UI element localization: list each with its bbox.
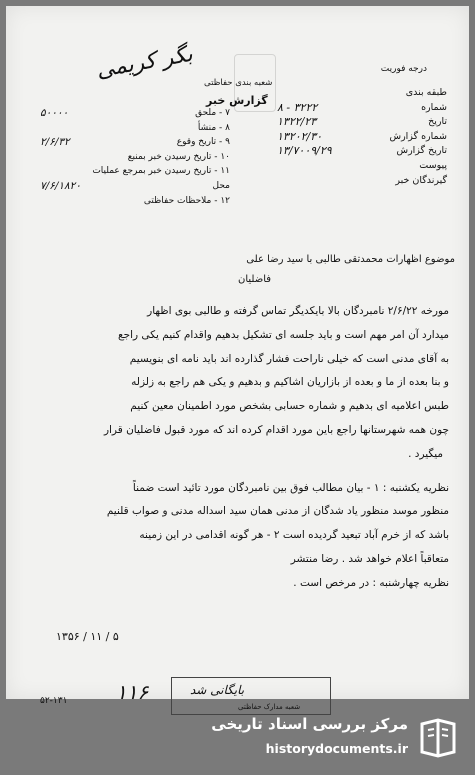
note-line: منظور موسد منظور یاد شدگان از مدنی همان سید اسداله مدنی و صواب قلنیم: [106, 505, 449, 518]
header-field: شماره ۳۲۲۲ - ۸: [277, 100, 447, 114]
body-line: میدارد آن امر مهم است و باید جلسه ای تشکیل بدهیم واقدام کنیم یکی راجع: [118, 328, 449, 341]
classification-label: درجه فوریت: [380, 64, 427, 74]
archive-stamp-subtext: شعبه مدارک حفاظتی: [238, 703, 301, 711]
document-recipient: فاضلیان: [238, 274, 272, 285]
header-field: طبقه بندی: [405, 87, 447, 98]
header-field: گیرندگان خبر: [395, 174, 447, 186]
brand-name: مرکز بررسی اسناد تاریخی: [211, 715, 408, 733]
header-field: تاریخ ۱۳۲۲/۲۳: [277, 115, 447, 129]
header-field: ۱۲ - ملاحظات حفاظتی: [143, 195, 230, 206]
brand-watermark: [176, 708, 466, 768]
body-line: طبس اعلامیه ای بدهیم و شماره حسابی بشخص مورد اطمینان معین کنیم: [130, 400, 449, 413]
footer-date: ۱۳۵۶ / ۱۱ / ۵: [56, 630, 119, 643]
body-line: به آقای مدنی است که خیلی ناراحت فشار گذارده اند باید نامه ای بنویسیم: [129, 352, 449, 365]
body-line: چون همه شهرستانها راجع باین مورد اقدام کرده اند که مورد قبول فاضلیان قرار: [103, 423, 449, 436]
header-right-fields: [277, 86, 447, 188]
header-field: ۸ - منشأ: [197, 122, 230, 133]
note-line: باشد که از خرم آباد تبعید گردیده است ۲ - هر گونه اقدامی در این زمینه: [139, 529, 449, 542]
archive-number: ۵۲-۱۳۱: [40, 696, 68, 706]
document-page: [6, 6, 469, 711]
body-line: مورخه ۲/۶/۲۲ نامبردگان بالا بایکدیگر تماس گرفته و طالبی بوی اظهار: [147, 305, 449, 317]
header-field: محل ۷/۶/۱۸۲۰: [40, 179, 230, 192]
header-field: شماره گزارش ۱۳۲۰۲/۳۰: [277, 129, 447, 143]
header-field: تاریخ گزارش ۱۳/۷۰۰۹/۲۹: [277, 144, 447, 158]
header-field: پیوست: [419, 159, 447, 171]
note-line: متعاقباً اعلام خواهد شد . رضا منتشر: [290, 552, 449, 565]
body-line: و بنا بعده از ما و بعده از بازاریان اشاکیم و بدهیم و یکی هم راجع به زلزله: [131, 376, 449, 389]
report-title: گزارش خبر: [206, 94, 268, 107]
header-field: ۹ - تاریخ وقوع ۲/۶/۳۲: [40, 136, 230, 149]
book-logo-icon: [416, 716, 460, 760]
top-signature: بگر کریمی: [94, 41, 195, 84]
handwritten-number: ۱۱۶: [116, 680, 149, 704]
department-label: شعبه بندی حفاظتی: [204, 78, 273, 88]
brand-url: historydocuments.ir: [265, 741, 408, 756]
body-line: میگیرد .: [408, 447, 443, 460]
archive-stamp-text: بایگانی شد: [190, 683, 245, 697]
document-subject: موضوع اظهارات محمدتقی طالبی با سید رضا علی: [246, 254, 455, 265]
header-field: ۱۱ - تاریخ رسیدن خبر بمرجع عملیات: [92, 166, 230, 177]
header-field: ۱۰ - تاریخ رسیدن خبر بمنبع: [127, 151, 230, 162]
header-field: ۷ - ملحق ۵۰۰۰۰: [40, 107, 230, 119]
note-line: نظریه یکشنبه : ۱ - بیان مطالب فوق بین نامبردگان مورد تائید است ضمناً: [132, 481, 449, 494]
header-left-fields: [40, 106, 230, 208]
note-line: نظریه چهارشنبه : در مرخص است .: [293, 576, 449, 589]
document-body: [24, 300, 449, 596]
